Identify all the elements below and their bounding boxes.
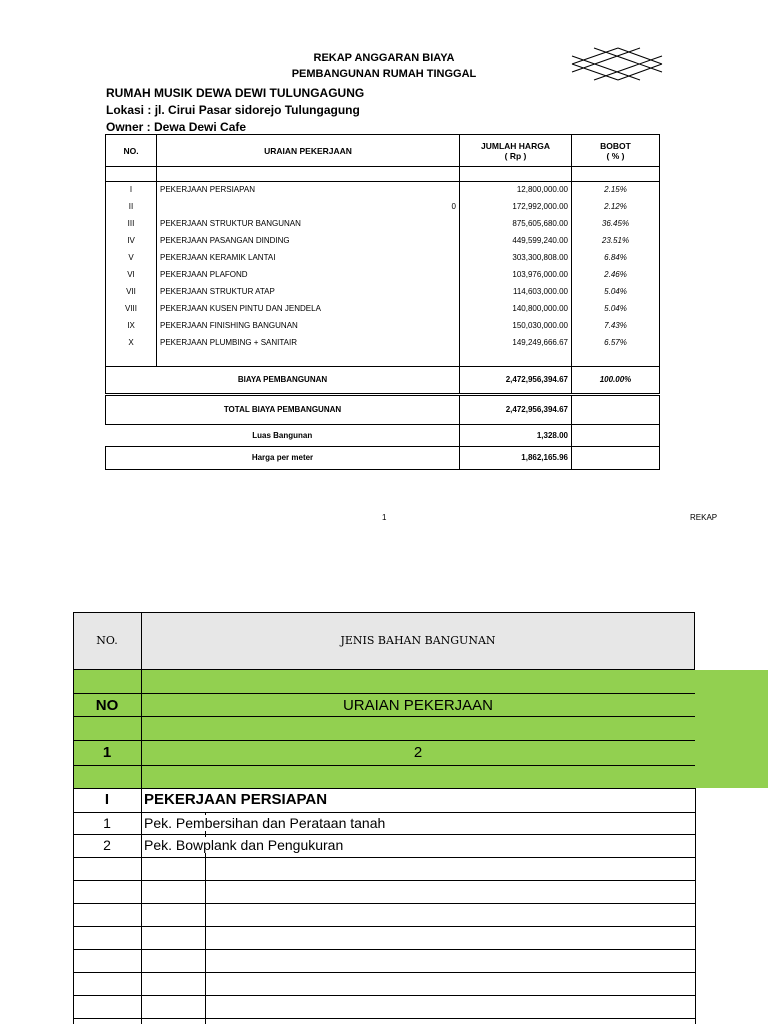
diamond-pattern-icon bbox=[570, 46, 664, 82]
row-no: V bbox=[106, 250, 157, 267]
row-no: X bbox=[106, 335, 157, 352]
owner-label: Owner : bbox=[106, 120, 151, 134]
total-row bbox=[106, 395, 660, 425]
biaya-bobot: 100.00% bbox=[572, 367, 660, 395]
section-no: I bbox=[104, 791, 110, 808]
harga-value: 1,862,165.96 bbox=[460, 447, 572, 470]
total-value: 2,472,956,394.67 bbox=[460, 395, 572, 425]
table-row bbox=[106, 216, 660, 233]
row-harga: 449,599,240.00 bbox=[460, 233, 572, 250]
biaya-label: BIAYA PEMBANGUNAN bbox=[106, 367, 460, 395]
row-harga: 303,300,808.00 bbox=[460, 250, 572, 267]
row-uraian: PEKERJAAN PERSIAPAN bbox=[157, 182, 460, 199]
row-harga: 150,030,000.00 bbox=[460, 318, 572, 335]
owner-value: Dewa Dewi Cafe bbox=[154, 120, 247, 134]
header-bobot-1: BOBOT bbox=[600, 140, 631, 151]
row-uraian: PEKERJAAN STRUKTUR ATAP bbox=[157, 284, 460, 301]
table-header-row bbox=[106, 135, 660, 167]
header-bobot bbox=[572, 135, 660, 167]
table-row bbox=[106, 250, 660, 267]
sheet-name: REKAP bbox=[690, 513, 718, 522]
total-label: TOTAL BIAYA PEMBANGUNAN bbox=[106, 395, 460, 425]
title-line-1: REKAP ANGGARAN BIAYA bbox=[313, 52, 455, 64]
owner-line bbox=[106, 120, 246, 134]
row-extra: 0 bbox=[157, 199, 460, 216]
row-uraian: PEKERJAAN KUSEN PINTU DAN JENDELA bbox=[157, 301, 460, 318]
green-header-no: NO bbox=[95, 697, 119, 714]
lokasi-line bbox=[106, 103, 360, 117]
spacer-row bbox=[106, 352, 660, 367]
header-jumlah bbox=[460, 135, 572, 167]
grey-header-jenis: JENIS BAHAN BANGUNAN bbox=[340, 634, 496, 647]
row-no: VI bbox=[106, 267, 157, 284]
row-harga: 103,976,000.00 bbox=[460, 267, 572, 284]
spacer-row bbox=[106, 167, 660, 182]
green-header-uraian: URAIAN PEKERJAAN bbox=[342, 697, 494, 714]
table-row bbox=[106, 199, 660, 216]
biaya-value: 2,472,956,394.67 bbox=[460, 367, 572, 395]
project-name: RUMAH MUSIK DEWA DEWI TULUNGAGUNG bbox=[106, 86, 365, 100]
row-harga: 149,249,666.67 bbox=[460, 335, 572, 352]
row-uraian: PEKERJAAN KERAMIK LANTAI bbox=[157, 250, 460, 267]
row-harga: 875,605,680.00 bbox=[460, 216, 572, 233]
item-no: 1 bbox=[103, 815, 111, 831]
row-uraian: PEKERJAAN PASANGAN DINDING bbox=[157, 233, 460, 250]
row-bobot: 5.04% bbox=[572, 301, 660, 318]
row-bobot: 2.15% bbox=[572, 182, 660, 199]
grey-header-no: NO. bbox=[96, 634, 118, 647]
harga-label: Harga per meter bbox=[106, 447, 460, 470]
green-number-1: 1 bbox=[102, 744, 112, 761]
page-2 bbox=[0, 560, 768, 1024]
row-harga: 114,603,000.00 bbox=[460, 284, 572, 301]
row-bobot: 23.51% bbox=[572, 233, 660, 250]
row-no: VIII bbox=[106, 301, 157, 318]
row-uraian: PEKERJAAN PLUMBING + SANITAIR bbox=[157, 335, 460, 352]
header-bobot-2: ( % ) bbox=[606, 150, 625, 161]
row-no: I bbox=[106, 182, 157, 199]
table-row bbox=[106, 318, 660, 335]
page-number: 1 bbox=[382, 513, 387, 522]
item-label: Pek. Pembersihan dan Perataan tanah bbox=[144, 815, 386, 831]
luas-label: Luas Bangunan bbox=[106, 425, 460, 447]
row-uraian: PEKERJAAN STRUKTUR BANGUNAN bbox=[157, 216, 460, 233]
harga-row bbox=[106, 447, 660, 470]
item-no: 2 bbox=[103, 837, 111, 853]
row-no: IX bbox=[106, 318, 157, 335]
rekap-table bbox=[105, 134, 660, 470]
row-bobot: 6.84% bbox=[572, 250, 660, 267]
luas-value: 1,328.00 bbox=[460, 425, 572, 447]
row-no: IV bbox=[106, 233, 157, 250]
row-harga: 172,992,000.00 bbox=[460, 199, 572, 216]
row-bobot: 5.04% bbox=[572, 284, 660, 301]
item-label: Pek. Bowplank dan Pengukuran bbox=[144, 837, 344, 853]
title-line-2: PEMBANGUNAN RUMAH TINGGAL bbox=[291, 68, 477, 80]
luas-row bbox=[106, 425, 660, 447]
row-no: III bbox=[106, 216, 157, 233]
header-jumlah-1: JUMLAH HARGA bbox=[481, 140, 550, 151]
row-no: VII bbox=[106, 284, 157, 301]
header-jumlah-2: ( Rp ) bbox=[504, 150, 527, 161]
table-row bbox=[106, 182, 660, 199]
section-label: PEKERJAAN PERSIAPAN bbox=[144, 791, 328, 808]
row-bobot: 36.45% bbox=[572, 216, 660, 233]
row-bobot: 6.57% bbox=[572, 335, 660, 352]
header-uraian: URAIAN PEKERJAAN bbox=[157, 135, 460, 167]
row-bobot: 7.43% bbox=[572, 318, 660, 335]
header-no: NO. bbox=[106, 135, 157, 167]
table-row bbox=[106, 301, 660, 318]
row-uraian: PEKERJAAN FINISHING BANGUNAN bbox=[157, 318, 460, 335]
table-row bbox=[106, 335, 660, 352]
green-number-2: 2 bbox=[413, 744, 423, 761]
row-uraian: PEKERJAAN PLAFOND bbox=[157, 267, 460, 284]
biaya-row bbox=[106, 367, 660, 395]
table-row bbox=[106, 284, 660, 301]
row-bobot: 2.46% bbox=[572, 267, 660, 284]
green-band bbox=[73, 670, 768, 788]
table-row bbox=[106, 267, 660, 284]
row-harga: 140,800,000.00 bbox=[460, 301, 572, 318]
lokasi-label: Lokasi : bbox=[106, 103, 152, 117]
row-harga: 12,800,000.00 bbox=[460, 182, 572, 199]
table-row bbox=[106, 233, 660, 250]
row-no: II bbox=[106, 199, 157, 216]
lokasi-value: jl. Cirui Pasar sidorejo Tulungagung bbox=[154, 103, 360, 117]
row-bobot: 2.12% bbox=[572, 199, 660, 216]
